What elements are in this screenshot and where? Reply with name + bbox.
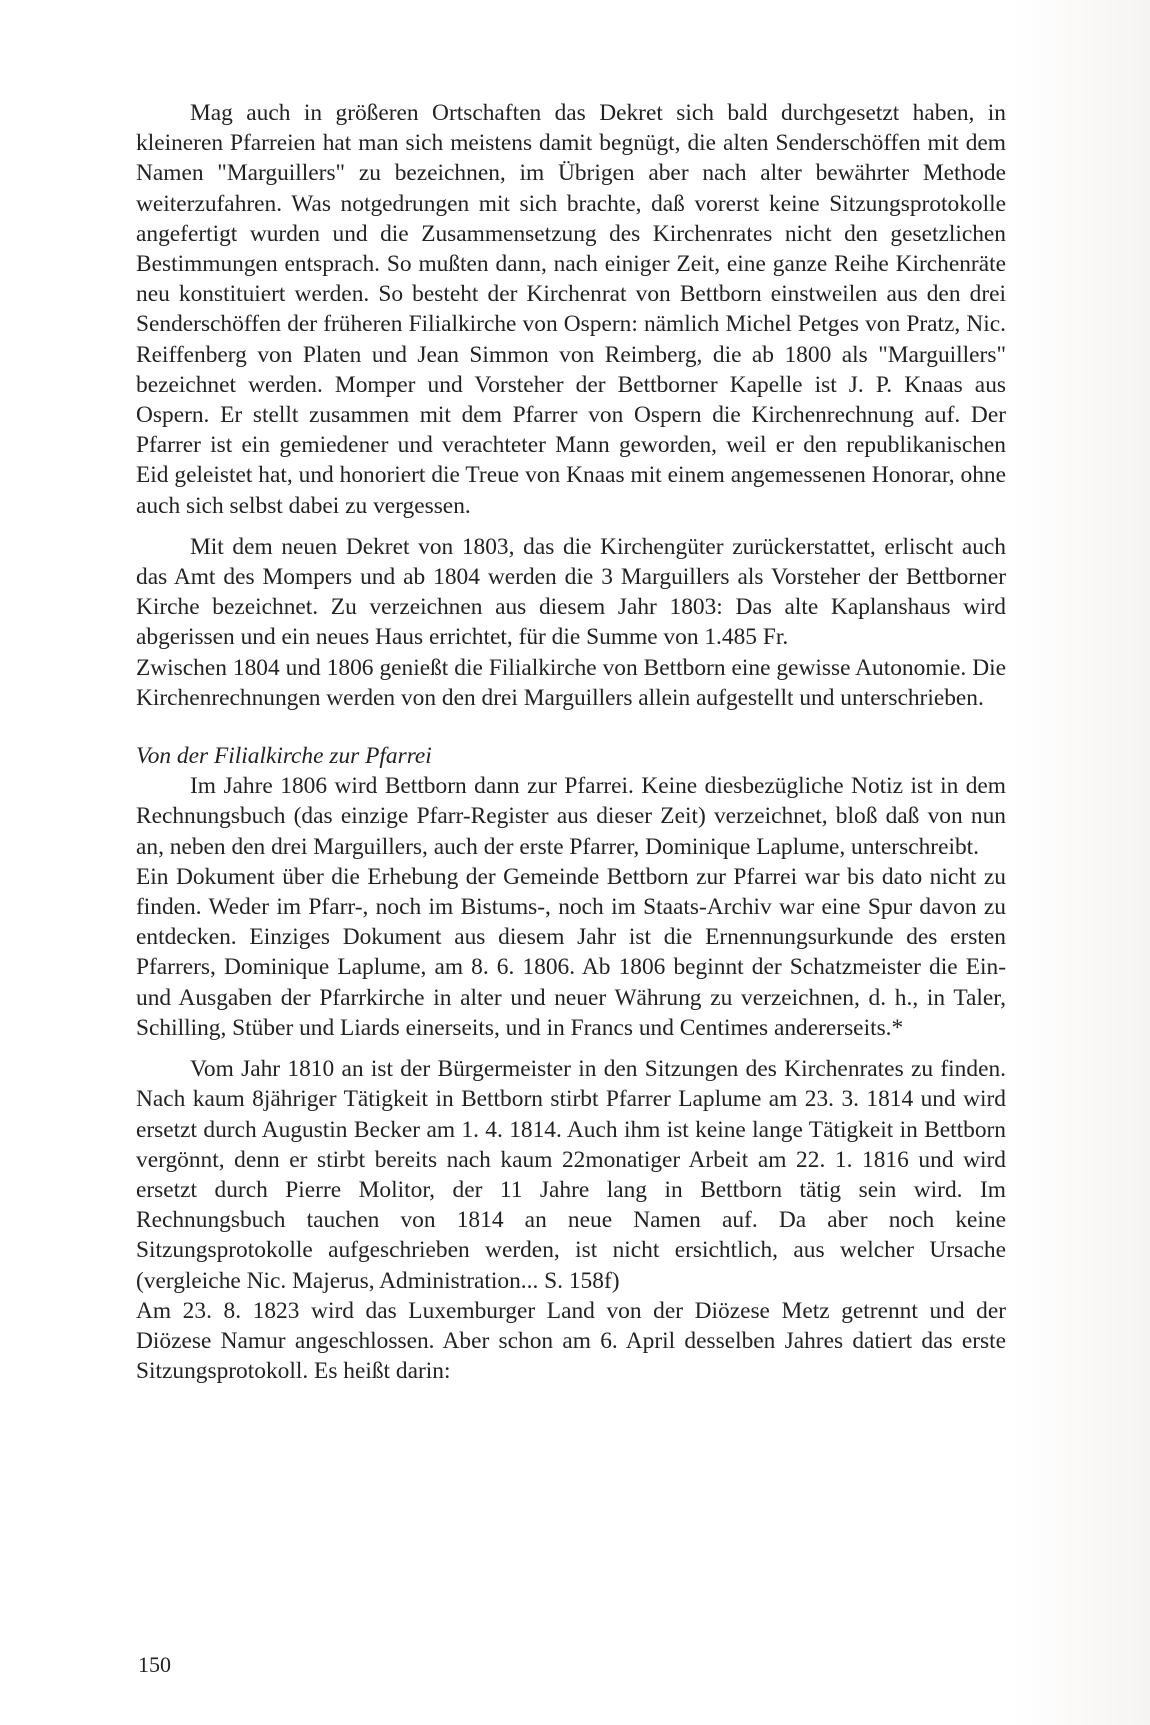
section-heading: Von der Filialkirche zur Pfarrei [136,743,432,770]
paragraph-pfarrei-1806: Im Jahre 1806 wird Bettborn dann zur Pfarrei. Keine diesbezügliche Notiz ist in dem Rechnungsbuch (das einzige Pfarr-Register aus dieser Zeit) verzeichnet, bloß daß von nun an, neben den drei Marguillers, auch der erste Pfarrer, Dominique Laplume, unterschreibt. [136,773,1006,860]
page-number: 150 [138,1652,171,1677]
paragraph-dekret-1803: Mit dem neuen Dekret von 1803, das die Kirchengüter zurückerstattet, erlischt auch das Amt des Mompers und ab 1804 werden die 3 Marguillers als Vorsteher der Bettborner Kirche bezeichnet. Zu verzeichnen aus diesem Jahr 1803: Das alte Kaplanshaus wird abgerissen und ein neues Haus errichtet, für die Summe von 1.485 Fr. [136,533,1006,651]
body-text [136,98,1006,1386]
paragraph-buergermeister: Vom Jahr 1810 an ist der Bürgermeister in den Sitzungen des Kirchenrates zu finden. Nach kaum 8jähriger Tätigkeit in Bettborn stirbt Pfarrer Laplume am 23. 3. 1814 und wird ersetzt durch Augustin Becker am 1. 4. 1814. Auch ihm ist keine lange Tätigkeit in Bettborn vergönnt, denn er stirbt bereits nach kaum 22monatiger Arbeit am 22. 1. 1816 und wird ersetzt durch Pierre Molitor, der 11 Jahre lang in Bettborn tätig sein wird. Im Rechnungsbuch tauchen von 1814 an neue Namen auf. Da aber noch keine Sitzungsprotokolle aufgeschrieben werden, ist nicht ersichtlich, aus welcher Ursache (vergleiche Nic. Majerus, Administration... S. 158f) [136,1056,1006,1294]
paragraph-kirchenrat: Mag auch in größeren Ortschaften das Dekret sich bald durchgesetzt haben, in kleineren Pfarreien hat man sich meistens damit begnügt, die alten Senderschöffen mit dem Namen "Marguillers" zu bezeichnen, im Übrigen aber nach alter bewährter Methode weiterzufahren. Was notgedrungen mit sich brachte, daß vorerst keine Sitzungsprotokolle angefertigt wurden und die Zusammensetzung des Kirchenrates nicht den gesetzlichen Bestimmungen entsprach. So mußten dann, nach einiger Zeit, eine ganze Reihe Kirchenräte neu konstituiert werden. So besteht der Kirchenrat von Bettborn einstweilen aus den drei Senderschöffen der früheren Filialkirche von Ospern: nämlich Michel Petges von Pratz, Nic. Reiffenberg von Platen und Jean Simmon von Reimberg, die ab 1800 als "Marguillers" bezeichnet werden. Momper und Vorsteher der Bettborner Kapelle ist J. P. Knaas aus Ospern. Er stellt zusammen mit dem Pfarrer von Ospern die Kirchenrechnung auf. Der Pfarrer ist ein gemiedener und verachteter Mann geworden, weil er den republikanischen Eid geleistet hat, und honoriert die Treue von Knaas mit einem angemessenen Honorar, ohne auch sich selbst dabei zu vergessen. [136,100,1006,519]
paragraph-dokument: Ein Dokument über die Erhebung der Gemeinde Bettborn zur Pfarrei war bis dato nicht zu finden. Weder im Pfarr-, noch im Bistums-, noch im Staats-Archiv war eine Spur davon zu entdecken. Einziges Dokument aus diesem Jahr ist die Ernennungsurkunde des ersten Pfarrers, Dominique Laplume, am 8. 6. 1806. Ab 1806 beginnt der Schatzmeister die Ein- und Ausgaben der Pfarrkirche in alter und neuer Währung zu verzeichnen, d. h., in Taler, Schilling, Stüber und Liards einerseits, und in Francs und Centimes andererseits.* [136,863,1006,1041]
paragraph-dioezese: Am 23. 8. 1823 wird das Luxemburger Land von der Diözese Metz getrennt und der Diözese Namur angeschlossen. Aber schon am 6. April desselben Jahres datiert das erste Sitzungsprotokoll. Es heißt darin: [136,1297,1006,1385]
paragraph-autonomie: Zwischen 1804 und 1806 genießt die Filialkirche von Bettborn eine gewisse Autonomie. Die Kirchenrechnungen werden von den drei Marguillers allein aufgestellt und unterschrieben. [136,654,1006,711]
